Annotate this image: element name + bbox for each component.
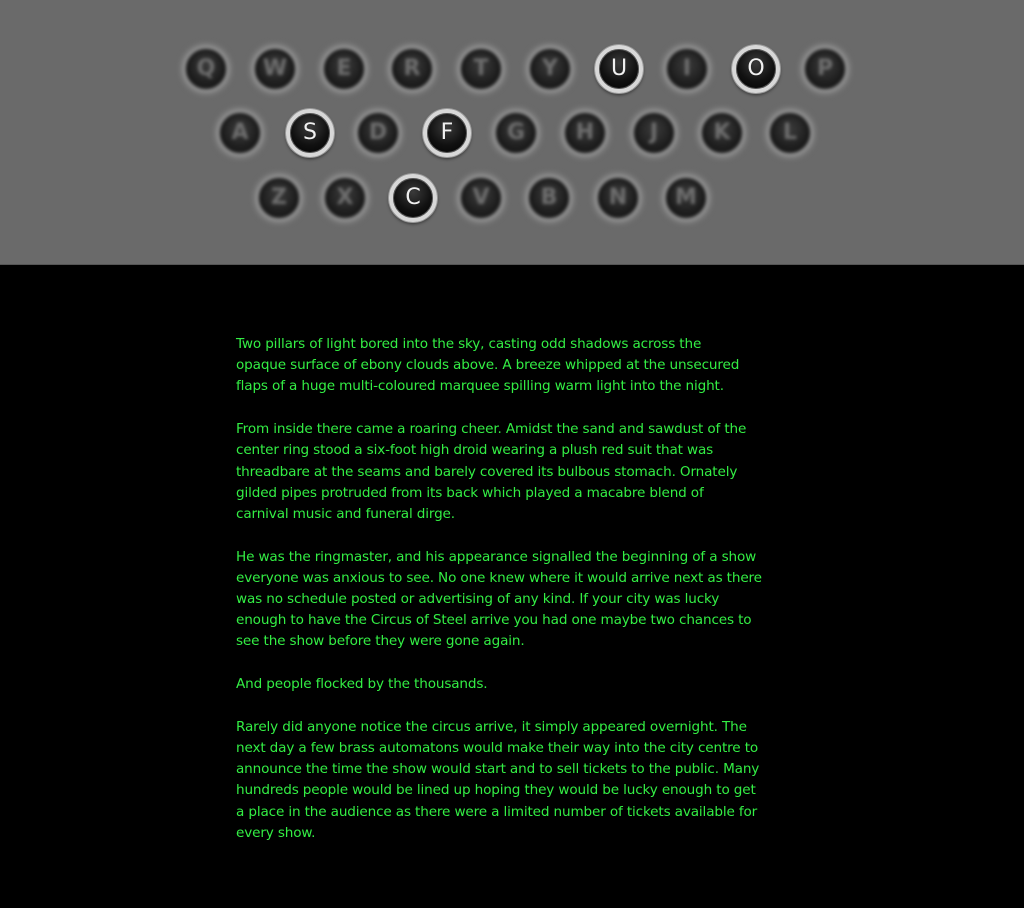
key-label: V bbox=[472, 185, 490, 210]
key-label: U bbox=[610, 56, 628, 81]
key-b[interactable] bbox=[525, 174, 573, 222]
story-paragraph bbox=[236, 419, 796, 525]
key-f[interactable] bbox=[423, 109, 471, 157]
key-label: K bbox=[713, 120, 731, 145]
key-label: Q bbox=[196, 56, 216, 81]
key-label: Z bbox=[271, 185, 287, 210]
text-line: Rarely did anyone notice the circus arrive, it simply appeared overnight. The bbox=[236, 718, 747, 735]
key-label: G bbox=[506, 120, 526, 145]
text-line: everyone was anxious to see. No one knew where it would arrive next as there bbox=[236, 569, 762, 586]
text-line: see the show before they were gone again. bbox=[236, 633, 525, 650]
story-paragraph bbox=[236, 674, 796, 695]
key-label: A bbox=[231, 120, 249, 145]
key-j[interactable] bbox=[630, 109, 678, 157]
text-line: next day a few brass automatons would make their way into the city centre to bbox=[236, 740, 759, 757]
key-p[interactable] bbox=[801, 45, 849, 93]
key-label: J bbox=[649, 120, 659, 145]
text-line: every show. bbox=[236, 824, 316, 841]
key-q[interactable] bbox=[182, 45, 230, 93]
key-label: F bbox=[440, 120, 454, 145]
key-z[interactable] bbox=[255, 174, 303, 222]
key-n[interactable] bbox=[594, 174, 642, 222]
key-label: L bbox=[782, 120, 798, 145]
key-x[interactable] bbox=[321, 174, 369, 222]
key-i[interactable] bbox=[663, 45, 711, 93]
key-label: X bbox=[336, 185, 354, 210]
key-label: P bbox=[816, 56, 834, 81]
key-label: D bbox=[368, 120, 388, 145]
key-label: O bbox=[747, 56, 765, 81]
text-line: flaps of a huge multi-coloured marquee spilling warm light into the night. bbox=[236, 378, 724, 395]
key-w[interactable] bbox=[251, 45, 299, 93]
key-label: C bbox=[405, 185, 421, 210]
text-line: was no schedule posted or advertising of any kind. If your city was lucky bbox=[236, 591, 720, 608]
key-label: S bbox=[303, 120, 317, 145]
key-d[interactable] bbox=[354, 109, 402, 157]
story-paragraph bbox=[236, 547, 796, 653]
text-line: He was the ringmaster, and his appearance signalled the beginning of a show bbox=[236, 548, 757, 565]
key-label: E bbox=[336, 56, 352, 81]
key-m[interactable] bbox=[662, 174, 710, 222]
key-label: N bbox=[608, 185, 628, 210]
key-g[interactable] bbox=[492, 109, 540, 157]
key-label: Y bbox=[542, 56, 558, 81]
key-v[interactable] bbox=[457, 174, 505, 222]
text-line: carnival music and funeral dirge. bbox=[236, 505, 455, 522]
key-label: W bbox=[262, 56, 288, 81]
story-paragraph bbox=[236, 717, 796, 844]
key-label: T bbox=[473, 56, 489, 81]
key-u[interactable] bbox=[595, 45, 643, 93]
key-r[interactable] bbox=[388, 45, 436, 93]
key-e[interactable] bbox=[320, 45, 368, 93]
typewriter-keyboard bbox=[0, 0, 1024, 265]
key-h[interactable] bbox=[561, 109, 609, 157]
key-y[interactable] bbox=[526, 45, 574, 93]
text-line: announce the time the show would start and to sell tickets to the public. Many bbox=[236, 761, 760, 778]
key-a[interactable] bbox=[216, 109, 264, 157]
key-t[interactable] bbox=[457, 45, 505, 93]
text-line: Two pillars of light bored into the sky, casting odd shadows across the bbox=[236, 336, 702, 352]
text-line: gilded pipes protruded from its back which played a macabre blend of bbox=[236, 484, 704, 501]
text-line: threadbare at the seams and barely covered its bulbous stomach. Ornately bbox=[236, 463, 738, 480]
key-o[interactable] bbox=[732, 45, 780, 93]
key-label: B bbox=[540, 185, 558, 210]
key-label: M bbox=[675, 185, 697, 210]
key-s[interactable] bbox=[286, 109, 334, 157]
text-line: enough to have the Circus of Steel arrive you had one maybe two chances to bbox=[236, 612, 752, 629]
key-label: H bbox=[575, 120, 595, 145]
text-line: opaque surface of ebony clouds above. A breeze whipped at the unsecured bbox=[236, 357, 740, 374]
text-line: From inside there came a roaring cheer. Amidst the sand and sawdust of the bbox=[236, 421, 747, 438]
text-line: a place in the audience as there were a limited number of tickets available for bbox=[236, 803, 758, 820]
key-label: R bbox=[403, 56, 421, 81]
key-l[interactable] bbox=[766, 109, 814, 157]
text-line: hundreds people would be lined up hoping they would be lucky enough to get bbox=[236, 782, 756, 799]
story-paragraph bbox=[236, 334, 796, 398]
story-text bbox=[236, 334, 796, 866]
key-label: I bbox=[682, 56, 692, 81]
text-line: And people flocked by the thousands. bbox=[236, 676, 488, 693]
key-k[interactable] bbox=[698, 109, 746, 157]
text-line: center ring stood a six-foot high droid wearing a plush red suit that was bbox=[236, 442, 714, 459]
key-c[interactable] bbox=[389, 174, 437, 222]
